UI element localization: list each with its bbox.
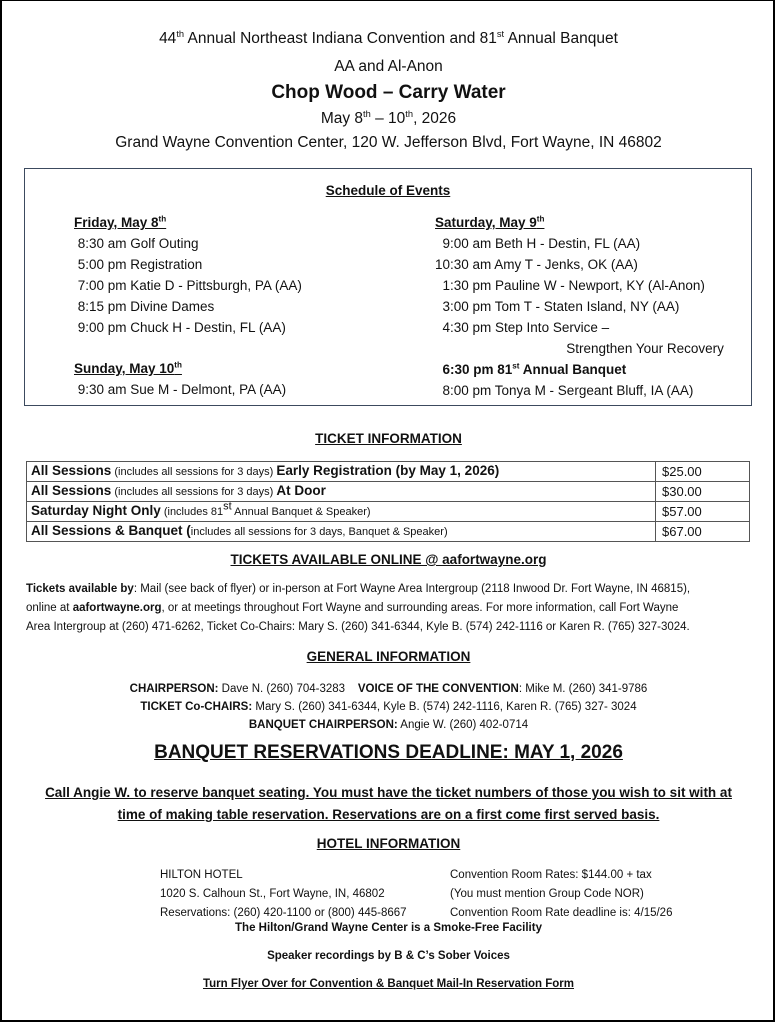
tickets-available-paragraph — [26, 580, 756, 637]
schedule-event: 1:30 pm Pauline W - Newport, KY (Al-Anon) — [435, 278, 705, 293]
text: ( — [182, 523, 191, 538]
value: Angie W. (260) 402-0714 — [397, 719, 529, 731]
ticket-description — [27, 482, 656, 502]
label: BANQUET CHAIRPERSON: — [248, 719, 398, 731]
ticket-info-title: TICKET INFORMATION — [315, 431, 462, 446]
friday-schedule — [74, 212, 302, 338]
text: (includes 81 — [160, 506, 224, 518]
text: May 8 — [320, 110, 364, 127]
hotel-info-title: HOTEL INFORMATION — [316, 836, 461, 851]
text: Saturday Night Only — [31, 503, 161, 518]
paragraph-line: Area Intergroup at (260) 471-6262, Ticket Co-Chairs: Mary S. (260) 341-6344, Kyle B. (574) 242-1116 or Karen R. (765) 327-3024. — [26, 621, 690, 633]
contact-line — [0, 716, 777, 734]
ticket-price: $25.00 — [656, 462, 750, 482]
table-row — [27, 502, 750, 522]
ticket-price: $57.00 — [656, 502, 750, 522]
note-line: time of making table reservation. Reservations are on a first come first served basis. — [117, 807, 660, 822]
turn-over-note: Turn Flyer Over for Convention & Banquet Mail-In Reservation Form — [202, 978, 575, 990]
schedule-event: 9:00 pm Chuck H - Destin, FL (AA) — [74, 320, 286, 335]
text: , or at meetings throughout Fort Wayne and surrounding areas. For more information, call Fort Wayne — [161, 602, 679, 614]
general-info-title: GENERAL INFORMATION — [306, 649, 471, 664]
tickets-online-link[interactable]: TICKETS AVAILABLE ONLINE @ aafortwayne.org — [230, 552, 547, 567]
hotel-reservations: Reservations: (260) 420-1100 or (800) 445-8667 — [160, 907, 407, 919]
schedule-event: 8:30 am Golf Outing — [74, 236, 199, 251]
label: VOICE OF THE CONVENTION — [357, 683, 519, 695]
superscript: st — [512, 361, 520, 371]
value: Dave N. (260) 704-3283 — [218, 683, 346, 695]
banquet-event — [435, 359, 724, 380]
text: Saturday, May 9 — [435, 215, 537, 230]
banquet-deadline-heading: BANQUET RESERVATIONS DEADLINE: MAY 1, 2026 — [154, 742, 623, 763]
text: online at — [26, 602, 73, 614]
text: includes all sessions for 3 days, Banquet & Speaker) — [190, 526, 448, 538]
text: Annual Banquet — [519, 362, 627, 377]
schedule-event: 9:00 am Beth H - Destin, FL (AA) — [435, 236, 641, 251]
day-heading — [435, 212, 724, 233]
schedule-event: 4:30 pm Step Into Service – — [435, 320, 610, 335]
text: , 2026 — [413, 110, 457, 127]
text: Sunday, May 10 — [74, 361, 175, 376]
superscript: th — [405, 108, 414, 119]
text: (includes all sessions for 3 days) — [111, 486, 277, 498]
paragraph-line — [26, 580, 756, 599]
rate-deadline: Convention Room Rate deadline is: 4/15/26 — [450, 907, 673, 919]
convention-title-line — [0, 30, 777, 48]
schedule-event: 8:15 pm Divine Dames — [74, 299, 215, 314]
day-heading — [74, 358, 286, 379]
value: Mary S. (260) 341-6344, Kyle B. (574) 242-1116, Karen R. (765) 327- 3024 — [252, 701, 637, 713]
text: 6:30 pm 81 — [435, 362, 513, 377]
general-info-contacts — [0, 680, 777, 734]
schedule-event: 8:00 pm Tonya M - Sergeant Bluff, IA (AA) — [435, 383, 694, 398]
subtitle: AA and Al-Anon — [334, 58, 443, 75]
superscript: th — [174, 360, 182, 370]
ticket-description — [27, 522, 656, 542]
text: (includes all sessions for 3 days) — [111, 466, 277, 478]
table-row — [27, 482, 750, 502]
table-row — [27, 462, 750, 482]
smoke-free-notice: The Hilton/Grand Wayne Center is a Smoke-Free Facility — [235, 922, 542, 934]
banquet-reservation-note — [20, 782, 757, 826]
schedule-event: 5:00 pm Registration — [74, 257, 203, 272]
ticket-table — [26, 461, 750, 542]
schedule-title: Schedule of Events — [325, 183, 451, 198]
speaker-recordings-note: Speaker recordings by B & C’s Sober Voices — [267, 950, 510, 962]
hotel-details-right — [450, 866, 672, 923]
sunday-schedule — [74, 358, 286, 400]
text: Annual Northeast Indiana Convention and 81 — [184, 30, 497, 47]
label: TICKET Co-CHAIRS: — [140, 701, 253, 713]
text: At Door — [276, 483, 326, 498]
paragraph-line — [26, 599, 756, 618]
hotel-address: 1020 S. Calhoun St., Fort Wayne, IN, 46802 — [160, 888, 385, 900]
saturday-schedule — [435, 212, 724, 401]
superscript: th — [158, 214, 167, 224]
contact-line — [0, 680, 777, 698]
value: : Mike M. (260) 341-9786 — [518, 683, 648, 695]
ticket-price: $30.00 — [656, 482, 750, 502]
hotel-name: HILTON HOTEL — [160, 869, 243, 881]
theme-title: Chop Wood – Carry Water — [271, 82, 506, 103]
text: All Sessions — [31, 483, 112, 498]
superscript: th — [536, 214, 545, 224]
schedule-box — [24, 168, 752, 406]
schedule-event: 9:30 am Sue M - Delmont, PA (AA) — [74, 382, 287, 397]
day-heading — [74, 212, 302, 233]
superscript: th — [176, 28, 185, 39]
text: Annual Banquet — [504, 30, 618, 47]
event-dates — [0, 110, 777, 128]
text: – 10 — [370, 110, 406, 127]
superscript: th — [363, 108, 371, 119]
schedule-event: 3:00 pm Tom T - Staten Island, NY (AA) — [435, 299, 680, 314]
ticket-description — [27, 502, 656, 522]
schedule-event-continued: Strengthen Your Recovery — [435, 341, 724, 356]
label: Tickets available by — [26, 583, 134, 595]
note-line: Call Angie W. to reserve banquet seating. You must have the ticket numbers of those you wish to sit with at — [45, 785, 732, 800]
text: : Mail (see back of flyer) or in-person at Fort Wayne Area Intergroup (2118 Inwood Dr. Fort Wayne, IN 46815), — [133, 583, 691, 595]
label: CHAIRPERSON: — [129, 683, 219, 695]
text: Friday, May 8 — [74, 215, 159, 230]
contact-line — [0, 698, 777, 716]
venue-address: Grand Wayne Convention Center, 120 W. Jefferson Blvd, Fort Wayne, IN 46802 — [115, 134, 662, 151]
text: All Sessions & Banquet — [31, 523, 183, 538]
schedule-event: 10:30 am Amy T - Jenks, OK (AA) — [435, 257, 638, 272]
room-rate: Convention Room Rates: $144.00 + tax — [450, 869, 652, 881]
hotel-details-left — [160, 866, 407, 923]
table-row — [27, 522, 750, 542]
schedule-event: 7:00 pm Katie D - Pittsburgh, PA (AA) — [74, 278, 302, 293]
superscript: st — [496, 28, 505, 39]
superscript: st — [223, 500, 232, 513]
ticket-description — [27, 462, 656, 482]
ticket-price: $67.00 — [656, 522, 750, 542]
text: All Sessions — [31, 463, 112, 478]
text: Early Registration (by May 1, 2026) — [276, 463, 500, 478]
text: 44 — [159, 30, 177, 47]
website-link[interactable]: aafortwayne.org — [72, 602, 162, 614]
group-code: (You must mention Group Code NOR) — [450, 888, 644, 900]
text: Annual Banquet & Speaker) — [231, 506, 371, 518]
